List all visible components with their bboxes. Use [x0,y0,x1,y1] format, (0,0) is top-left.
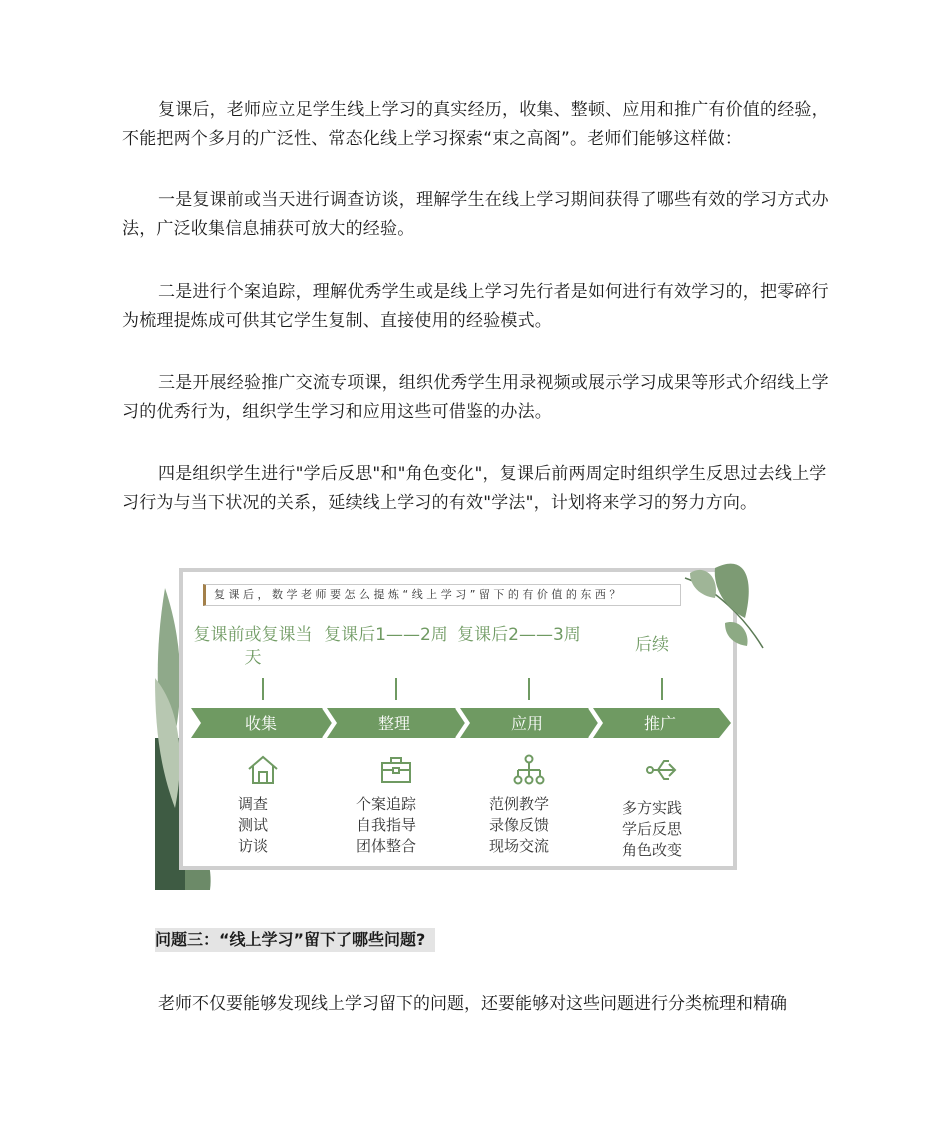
list-item: 自我指导 [355,816,416,834]
stage-title: 复课后2——3周 [457,625,581,645]
step-label-apply: 应用 [510,714,543,733]
paragraph-intro: 复课后，老师应立足学生线上学习的真实经历，收集、整顿、应用和推广有价值的经验，不能把两个多月的广泛性、常态化线上学习探索“束之高阁”。老师们能够这样做： [122,100,829,149]
stage-title: 复课后1——2周 [324,625,448,645]
hierarchy-icon [512,754,546,786]
list-item: 现场交流 [488,837,549,855]
briefcase-icon [379,754,413,786]
list-item: 测试 [237,816,268,834]
connector-tick [661,678,663,700]
list-item: 学后反思 [621,820,682,838]
paragraph-three: 三是开展经验推广交流专项课，组织优秀学生用录视频或展示学习成果等形式介绍线上学习的优秀行为，组织学生学习和应用这些可借鉴的办法。 [122,373,829,422]
list-item: 录像反馈 [488,816,549,834]
share-icon [645,754,679,786]
section-heading: 问题三：“线上学习”留下了哪些问题? [155,928,435,952]
paragraph-two: 二是进行个案追踪，理解优秀学生或是线上学习先行者是如何进行有效学习的，把零碎行为梳理提炼成可供其它学生复制、直接使用的经验模式。 [122,282,829,331]
list-item: 多方实践 [621,799,682,817]
banner-title: 复课后，数学老师要怎么提炼“线上学习”留下的有价值的东西？ [203,584,681,606]
leaf-decoration-right [675,548,765,658]
list-item: 调查 [237,795,268,813]
item-list [457,794,581,857]
item-list [191,794,315,857]
list-item: 范例教学 [488,795,549,813]
house-icon [246,754,280,786]
connector-tick [528,678,530,700]
paragraph-one: 一是复课前或当天进行调查访谈，理解学生在线上学习期间获得了哪些有效的学习方式办法，广泛收集信息捕获可放大的经验。 [122,190,829,239]
connector-tick [262,678,264,700]
list-item: 访谈 [237,837,268,855]
item-list [324,794,448,857]
paragraph-four: 四是组织学生进行"学后反思"和"角色变化"，复课后前两周定时组织学生反思过去线上学习行为与当下状况的关系，延续线上学习的有效"学法"，计划将来学习的努力方向。 [122,464,827,513]
infographic-card [179,568,737,870]
connector-tick [395,678,397,700]
list-item: 角色改变 [621,841,682,859]
step-label-organize: 整理 [377,714,410,733]
infographic [155,548,765,890]
paragraph-last: 老师不仅要能够发现线上学习留下的问题，还要能够对这些问题进行分类梳理和精确 [158,994,787,1014]
step-label-collect: 收集 [244,714,277,733]
stage-title: 后续 [635,635,669,655]
list-item: 团体整合 [355,837,416,855]
item-list [590,798,714,861]
stage-title: 复课前或复课当天 [193,625,313,668]
step-label-promote: 推广 [643,714,676,733]
list-item: 个案追踪 [355,795,416,813]
